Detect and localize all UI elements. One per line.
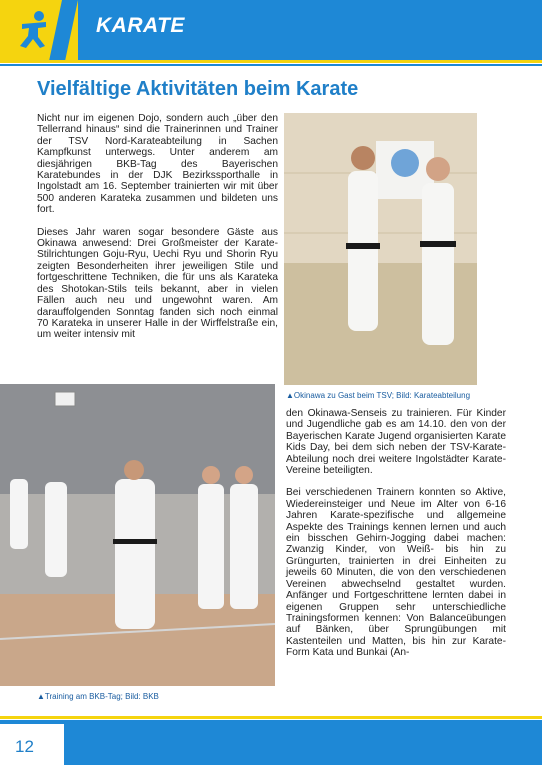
paragraph: Bei verschiedenen Trainern konnten so Aktive, Wiedereinsteiger und Neue im Alter von 6-16 Jahren Karate-spezifische und allgemeine Aspekte des Trainings kennen lernen und auch ein bisschen Gehirn-Jogging dabei machen: Zwanzig Kinder, von Weiß- bis hin zu Grüngurten, trainierten in drei Einheiten zu jeweils 60 Minuten, die von den verschiedenen Vereinen abwechselnd gestaltet wurden. Anfänger und Fortgeschrittene lernten dabei in eigenen Gruppen sehr unterschiedliche Trainingsformen kennen: Von Balanceübungen auf Bänken, über Sprungübungen mit Kastenteilen und Matten, bis hin zur Karate-Form Kata und Bunkai (An- [286,487,506,659]
page-number: 12 [15,737,34,756]
triangle-icon: ▲ [37,692,45,701]
section-header [0,0,542,60]
triangle-icon: ▲ [286,391,294,400]
article-title: Vielfältige Aktivitäten beim Karate [37,78,359,100]
paragraph: den Okinawa-Senseis zu trainieren. Für Kinder und Jugendliche gab es am 14.10. den von der Bayerischen Karate Jugend organisierten Karate Kids Day, bei dem sich neben der TSV-Karate-Abteilung noch drei weitere Ingolstädter Karate-Vereine beteiligten. [286,408,506,477]
right-column [286,408,506,670]
section-title: KARATE [96,14,185,37]
paragraph: Dieses Jahr waren sogar besondere Gäste aus Okinawa anwesend: Drei Großmeister der Karate-Stilrichtungen Goju-Ryu, Uechi Ryu und Shorin Ryu zeigten Besonderheiten ihrer jeweiligen Stile und fortgeschrittene Techniken, die für uns als Karateka des Shotokan-Stils teils bekannt, aber in vielen Fällen auch neu und ungewohnt waren. Am darauffolgenden Sonntag fanden sich noch einmal 70 Karateka in unserer Halle in der Wirffelstraße ein, um weiter intensiv mit [37,226,278,341]
paragraph: Nicht nur im eigenen Dojo, sondern auch „über den Tellerrand hinaus“ sind die Trainerinnen und Trainer der TSV Nord-Karateabteilung in Sachen Kampfkunst unterwegs. Unter anderem am diesjährigen BKB-Tag des Bayerischen Karatebundes in der DJK Bezirkssporthalle in Ingolstadt am 16. September trainierten wir mit über 500 anderen Karateka zusammen und bildeten uns fort. [37,113,278,216]
footer-bar [0,720,542,765]
photo-caption: ▲Training am BKB-Tag; Bild: BKB [37,692,159,701]
photo-caption: ▲Okinawa zu Gast beim TSV; Bild: Karateabteilung [286,391,471,400]
karate-figure-icon [12,10,56,50]
left-column [37,113,278,352]
photo-okinawa-guests [284,113,477,385]
photo-bkb-training [0,384,275,686]
footer-stripe-yellow [0,716,542,719]
header-stripe-yellow [0,60,542,63]
header-stripe-blue [0,64,542,66]
